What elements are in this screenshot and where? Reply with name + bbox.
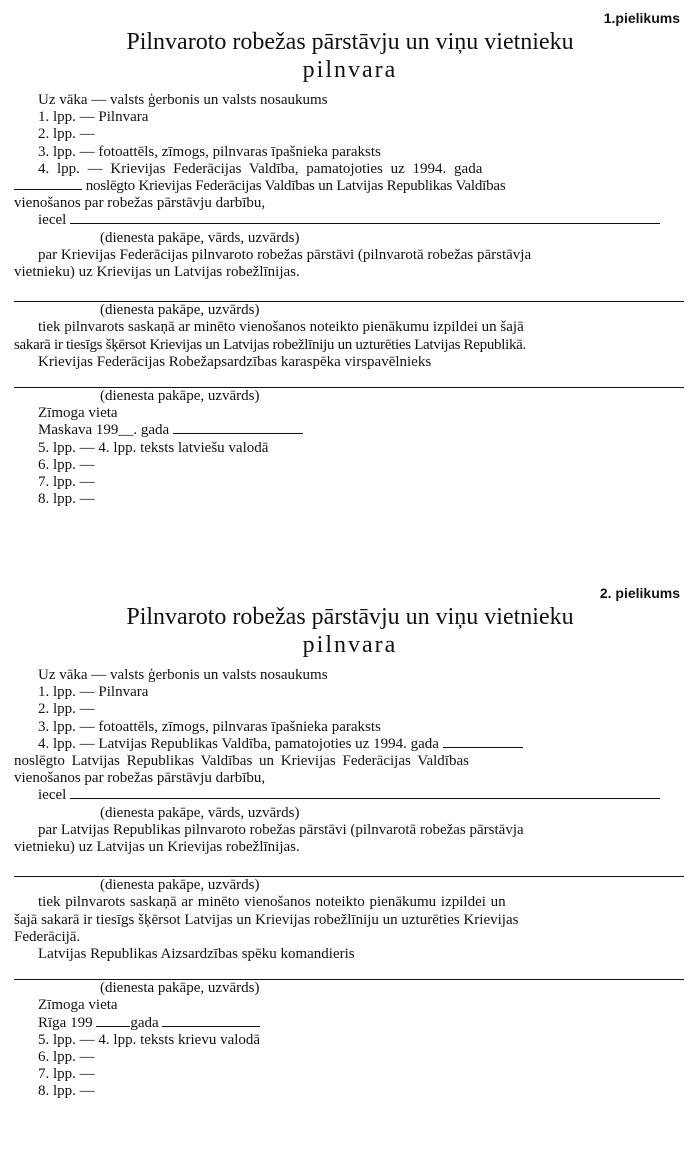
date-blank [173,432,303,434]
representative-line: par Latvijas Republikas pilnvaroto robežas pārstāvi (pilnvarotā robežas pārstāvja [38,821,524,838]
page-line: 7. lpp. — [38,474,95,491]
document-title-subline: pilnvara [302,57,398,83]
page-line: 6. lpp. — [38,456,95,473]
appoint-line [14,787,684,804]
appoint-line [14,212,684,229]
appoint-label: iecel [38,787,67,804]
commander-line: Latvijas Republikas Aizsardzības spēku komandieris [38,946,355,963]
document-title: Pilnvaroto robežas pārstāvju un viņu vietnieku [126,29,574,55]
page4-text: 4. lpp. — Latvijas Republikas Valdība, pamatojoties uz 1994. gada [38,735,439,752]
signature-rule [14,864,684,877]
cover-line: Uz vāka — valsts ģerbonis un valsts nosaukums [38,667,328,683]
seal-line: Zīmoga vieta [38,405,118,422]
date-blank [162,1025,260,1027]
place-date-line [14,1015,684,1032]
document-title-subline: pilnvara [302,632,398,658]
appoint-blank [70,797,660,799]
page-line: 5. lpp. — 4. lpp. teksts latviešu valodā [38,439,269,456]
page4-continuation: vienošanos par robežas pārstāvju darbību, [14,770,266,787]
authorization-line: šajā sakarā ir tiesīgs šķērsot Latvijas un Krievijas robežlīniju un uzturēties Krievijas [14,911,519,928]
year-blank [96,1025,130,1027]
page4-continuation [14,178,684,195]
field-caption: (dienesta pakāpe, uzvārds) [100,980,260,997]
page-line: 7. lpp. — [38,1066,95,1083]
cover-line: Uz vāka — valsts ģerbonis un valsts nosaukums [38,92,328,108]
page-line [14,736,684,753]
authorization-line: Federācijā. [14,928,81,945]
field-caption: (dienesta pakāpe, uzvārds) [100,877,260,894]
signature-rule [14,289,684,302]
appoint-blank [70,222,660,224]
page-line: 6. lpp. — [38,1049,95,1066]
place-date-text: gada [130,1014,159,1031]
annex-body [14,667,684,1101]
document-title: Pilnvaroto robežas pārstāvju un viņu vietnieku [126,604,574,630]
annex-label: 1.pielikums [603,10,680,26]
page-line: 1. lpp. — Pilnvara [38,684,149,701]
date-blank [443,746,523,748]
date-blank [14,188,82,190]
signature-rule [14,375,684,388]
authorization-line: tiek pilnvarots saskaņā ar minēto vienošanos noteikto pienākumu izpildei un šajā [38,319,524,336]
authorization-line: sakarā ir tiesīgs šķērsot Krievijas un Latvijas robežlīniju un uzturēties Latvijas Republikā. [14,336,526,353]
page-line: 2. lpp. — [38,126,95,143]
page4-text: noslēgto Krievijas Federācijas Valdības un Latvijas Republikas Valdības [85,178,506,195]
field-caption: (dienesta pakāpe, vārds, uzvārds) [100,804,300,821]
page4-continuation: noslēgto Latvijas Republikas Valdības un Krievijas Federācijas Valdības [14,753,469,770]
page4-continuation: vienošanos par robežas pārstāvju darbību, [14,195,266,212]
page-line: 2. lpp. — [38,701,95,718]
page-line: 5. lpp. — 4. lpp. teksts krievu valodā [38,1031,261,1048]
page-line: 1. lpp. — Pilnvara [38,109,149,126]
page-line: 8. lpp. — [38,491,95,508]
field-caption: (dienesta pakāpe, uzvārds) [100,302,260,319]
commander-line: Krievijas Federācijas Robežapsardzības karaspēka virspavēlnieks [38,353,432,370]
annex-body [14,92,684,508]
appoint-label: iecel [38,212,67,229]
place-date-line [14,422,684,439]
page-line: 3. lpp. — fotoattēls, zīmogs, pilnvaras īpašnieka paraksts [38,718,381,735]
representative-line: par Krievijas Federācijas pilnvaroto robežas pārstāvi (pilnvarotā robežas pārstāvja [38,246,532,263]
signature-rule [14,967,684,980]
page-line: 4. lpp. — Krievijas Federācijas Valdība, pamatojoties uz 1994. gada [38,160,483,177]
seal-line: Zīmoga vieta [38,997,118,1014]
page-line: 3. lpp. — fotoattēls, zīmogs, pilnvaras īpašnieka paraksts [38,143,381,160]
field-caption: (dienesta pakāpe, vārds, uzvārds) [100,229,300,246]
representative-line: vietnieku) uz Krievijas un Latvijas robežlīnijas. [14,264,300,281]
annex-label: 2. pielikums [599,585,680,601]
page-line: 8. lpp. — [38,1083,95,1100]
place-date-text: Rīga 199 [38,1014,93,1031]
field-caption: (dienesta pakāpe, uzvārds) [100,388,260,405]
authorization-line: tiek pilnvarots saskaņā ar minēto vienošanos noteikto pienākumu izpildei un [38,894,506,911]
representative-line: vietnieku) uz Latvijas un Krievijas robežlīnijas. [14,839,300,856]
place-date-text: Maskava 199__. gada [38,422,170,439]
